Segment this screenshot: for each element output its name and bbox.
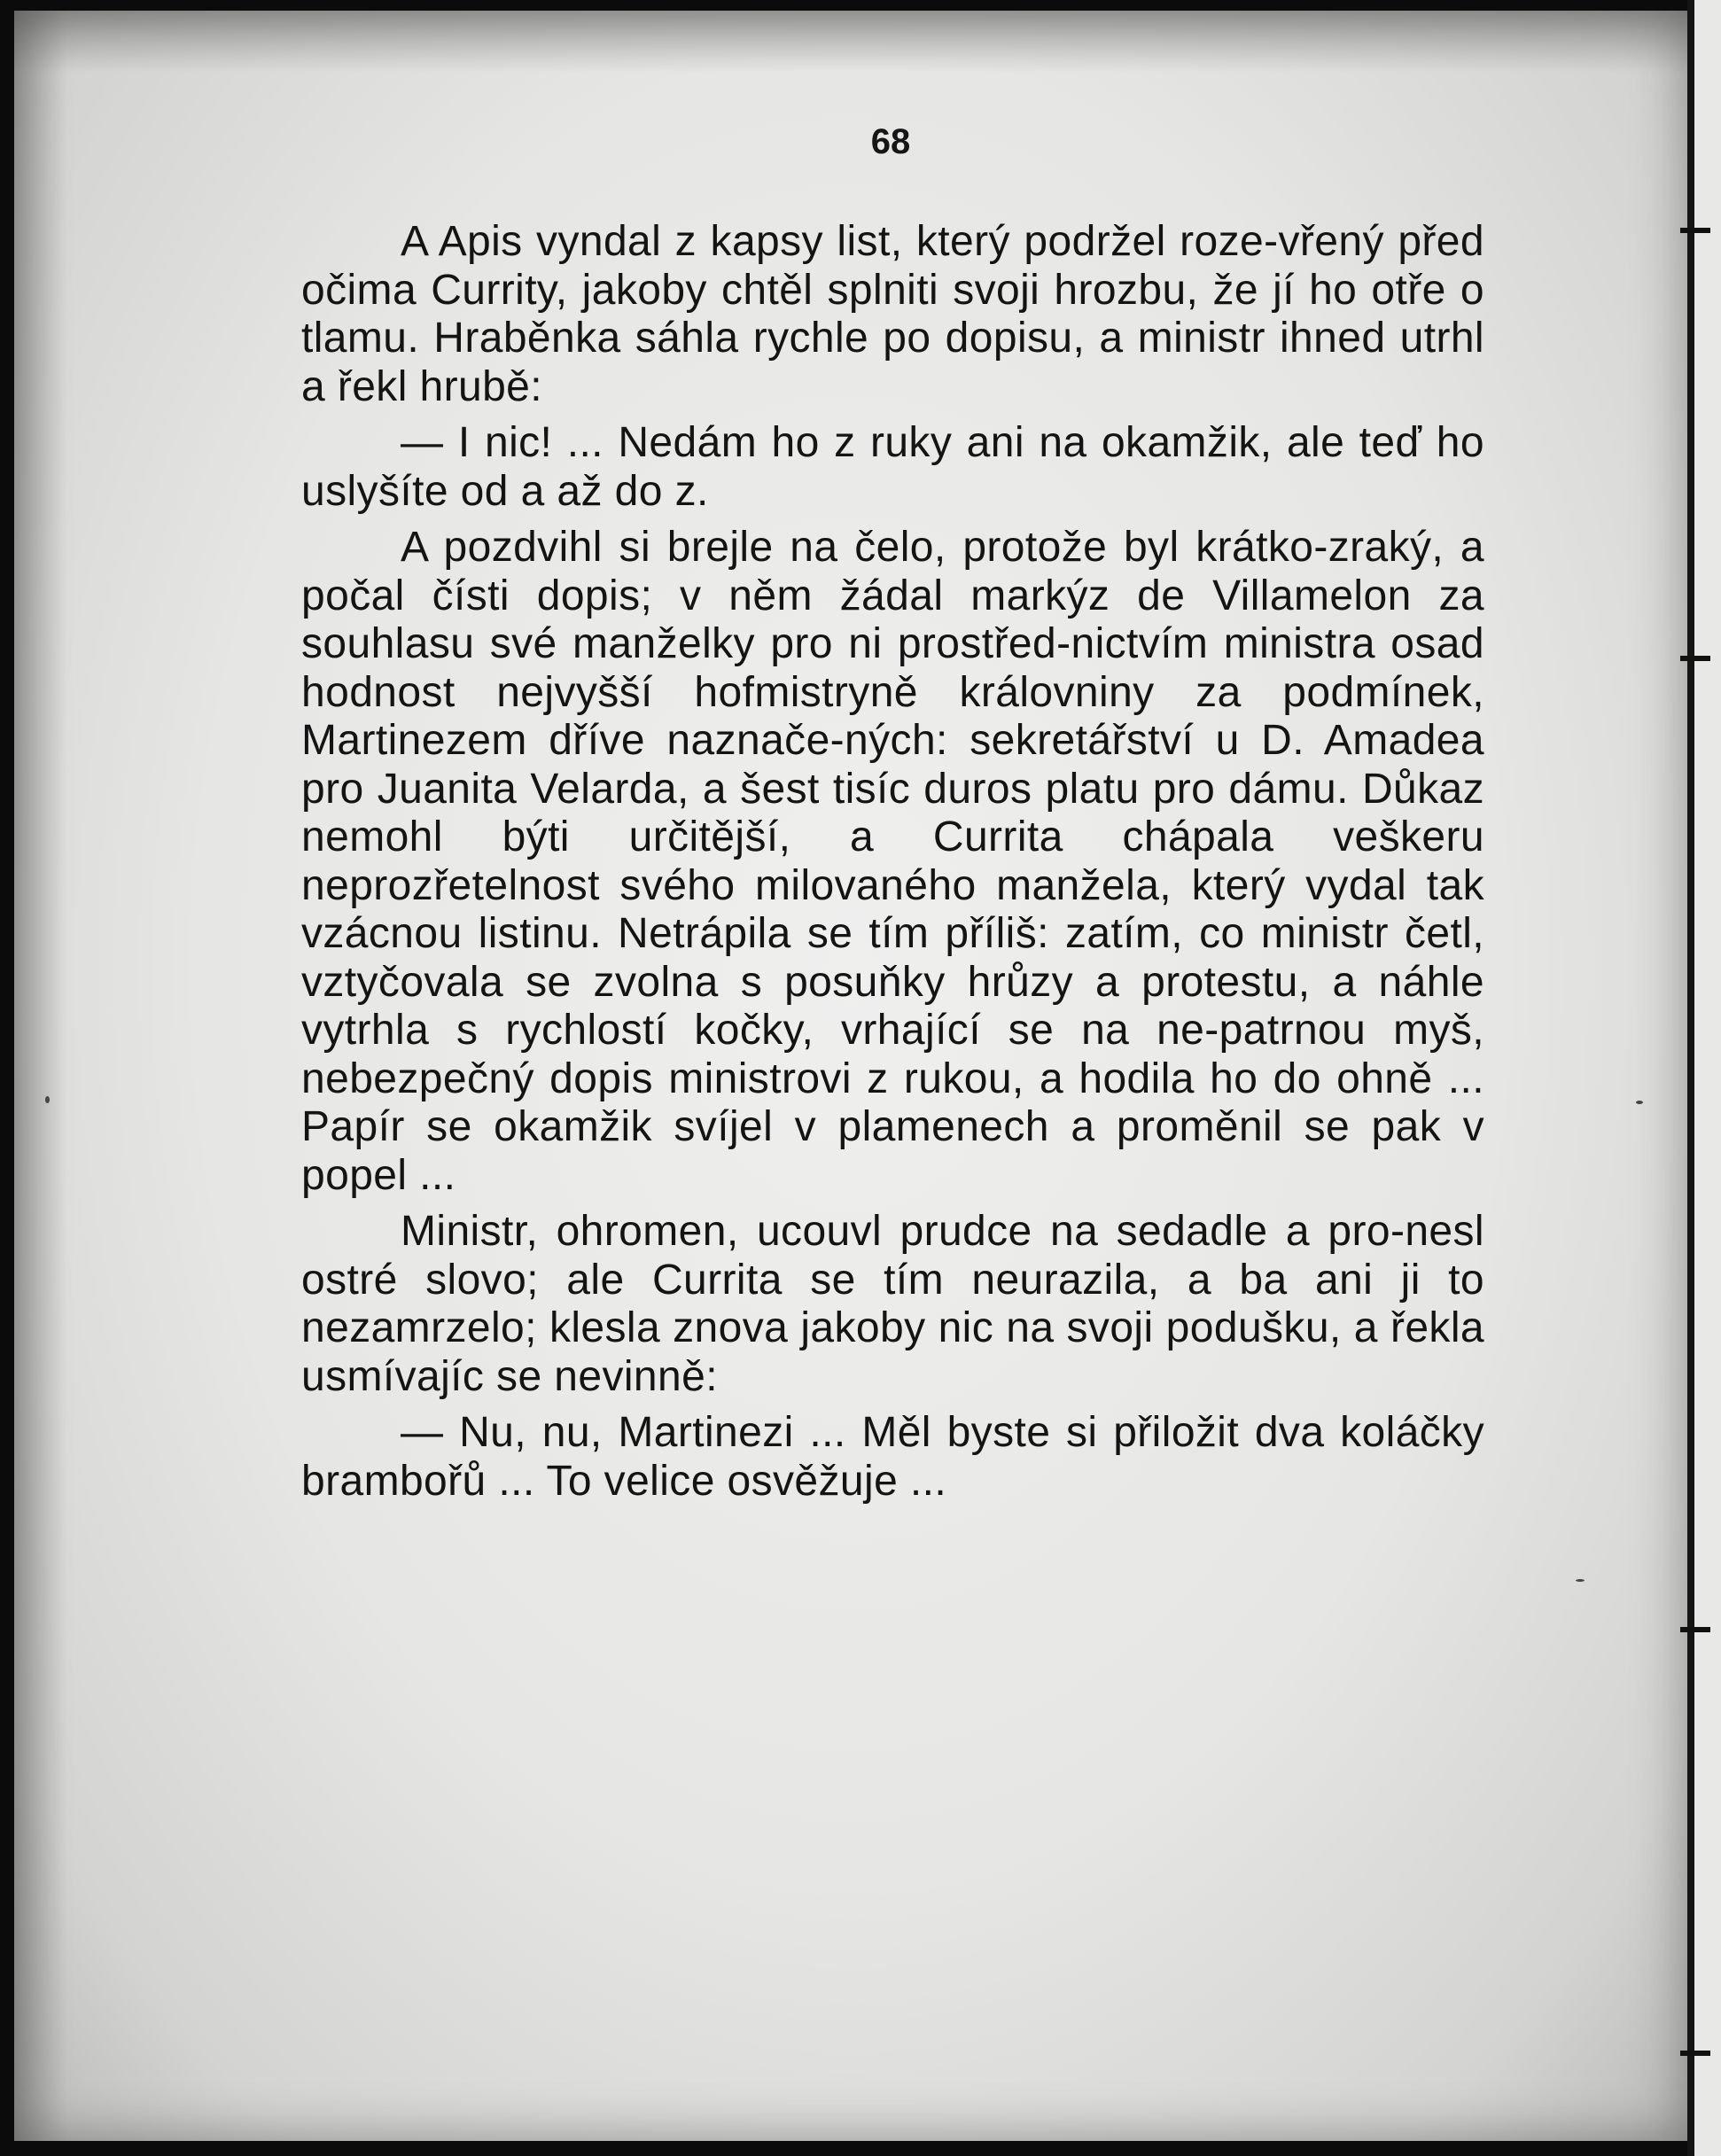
dialogue-paragraph: — Nu, nu, Martinezi ... Měl byste si přiložit dva koláčky brambořů ... To velice osvěžuje ... — [301, 1409, 1484, 1505]
edge-tick — [1680, 2051, 1710, 2056]
paper-speck — [1636, 1101, 1643, 1104]
dialogue-paragraph: — I nic! ... Nedám ho z ruky ani na okamžik, ale teď ho uslyšíte od a až do z. — [301, 419, 1484, 515]
page-number: 68 — [870, 122, 911, 161]
page-edge-rule — [1687, 0, 1694, 2156]
paragraph: A Apis vyndal z kapsy list, který podržel roze-vřený před očima Currity, jakoby chtěl splniti svoji hrozbu, že jí ho otře o tlamu. Hraběnka sáhla rychle po dopisu, a ministr ihned utrhl a řekl hrubě: — [301, 218, 1484, 410]
edge-tick — [1680, 656, 1710, 661]
edge-tick — [1680, 1627, 1710, 1632]
paper-speck — [45, 1096, 50, 1103]
paragraph: A pozdvihl si brejle na čelo, protože byl krátko-zraký, a počal čísti dopis; v něm žádal markýz de Villamelon za souhlasu své manželky pro ni prostřed-nictvím ministra osad hodnost nejvyšší hofmistryně královniny za podmínek, Martinezem dříve naznače-ných: sekretářství u D. Amadea pro Juanita Velarda, a šest tisíc duros platu pro dámu. Důkaz nemohl býti určitější, a Currita chápala veškeru neprozřetelnost svého milovaného manžela, který vydal tak vzácnou listinu. Netrápila se tím příliš: zatím, co ministr četl, vztyčovala se zvolna s posuňky hrůzy a protestu, a náhle vytrhla s rychlostí kočky, vrhající se na ne-patrnou myš, nebezpečný dopis ministrovi z rukou, a hodila ho do ohně ... Papír se okamžik svíjel v plamenech a proměnil se pak v popel ... — [301, 524, 1484, 1199]
edge-tick — [1680, 228, 1710, 233]
body-text — [301, 218, 1484, 1514]
paragraph: Ministr, ohromen, ucouvl prudce na sedadle a pro-nesl ostré slovo; ale Currita se tím neurazila, a ba ani ji to nezamrzelo; klesla znova jakoby nic na svoji podušku, a řekla usmívajíc se nevinně: — [301, 1208, 1484, 1400]
paper-speck — [1576, 1579, 1585, 1582]
page-edge-strip — [1694, 0, 1721, 2156]
